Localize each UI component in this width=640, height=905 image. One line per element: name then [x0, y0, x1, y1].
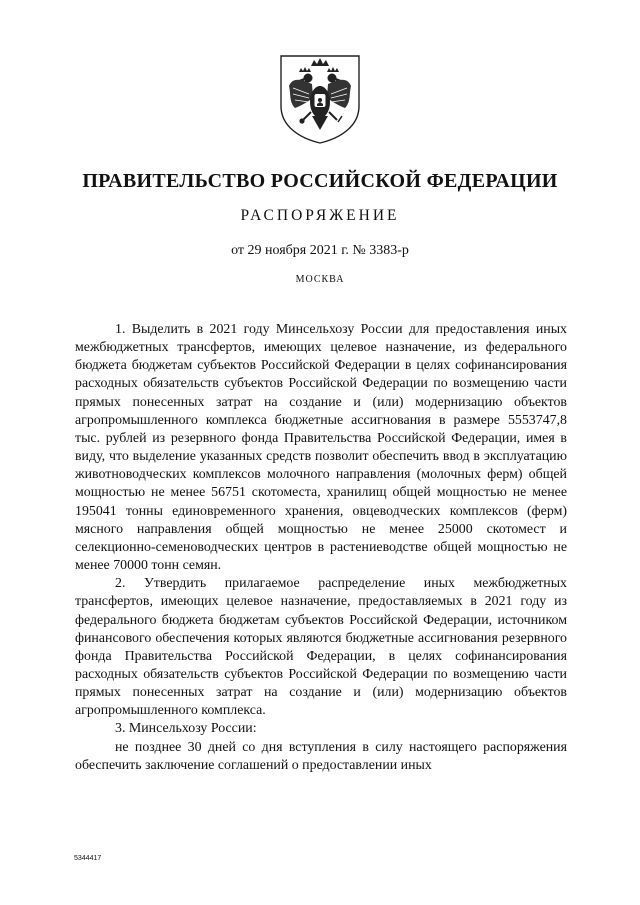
paragraph-2: 2. Утвердить прилагаемое распределение иных межбюджетных трансфертов, имеющих целевое назначение, предоставляемых в 2021 году из федерального бюджета бюджетам субъектов Российской Федерации, источником финансового обеспечения которых являются бюджетные ассигнования резервного фонда Правительства Российской Федерации, в целях софинансирования расходных обязательств субъектов Российской Федерации по возмещению части прямых понесенных затрат на создание и (или) модернизацию объектов агропромышленного комплекса. [75, 576, 567, 719]
paragraph-3: 3. Минсельхозу России: [115, 721, 257, 737]
document-city: МОСКВА [295, 274, 345, 285]
paragraph-3-subitem: не позднее 30 дней со дня вступления в силу настоящего распоряжения обеспечить заключение соглашений о предоставлении иных [75, 739, 567, 773]
document-body [75, 321, 567, 775]
government-title: ПРАВИТЕЛЬСТВО РОССИЙСКОЙ ФЕДЕРАЦИИ [82, 170, 558, 192]
document-code: 5344417 [74, 855, 102, 862]
coat-of-arms-emblem [275, 50, 365, 146]
document-type: РАСПОРЯЖЕНИЕ [240, 207, 400, 224]
document-date-number: от 29 ноября 2021 г. № 3383-р [231, 243, 409, 258]
paragraph-1: 1. Выделить в 2021 году Минсельхозу России для предоставления иных межбюджетных трансфертов, имеющих целевое назначение, из федерального бюджета бюджетам субъектов Российской Федерации в целях софинансирования расходных обязательств субъектов Российской Федерации по возмещению части прямых понесенных затрат на создание и (или) модернизацию объектов агропромышленного комплекса бюджетные ассигнования в размере 5553747,8 тыс. рублей из резервного фонда Правительства Российской Федерации, имея в виду, что выделение указанных средств позволит обеспечить ввод в эксплуатацию животноводческих комплексов молочного направления (молочных ферм) общей мощностью не менее 56751 скотоместа, хранилищ общей мощностью не менее 195041 тонны единовременного хранения, овцеводческих комплексов (ферм) мясного направления общей мощностью не менее 25000 скотомест и селекционно-семеноводческих центров в растениеводстве общей мощностью не менее 70000 тонн семян. [75, 322, 567, 574]
